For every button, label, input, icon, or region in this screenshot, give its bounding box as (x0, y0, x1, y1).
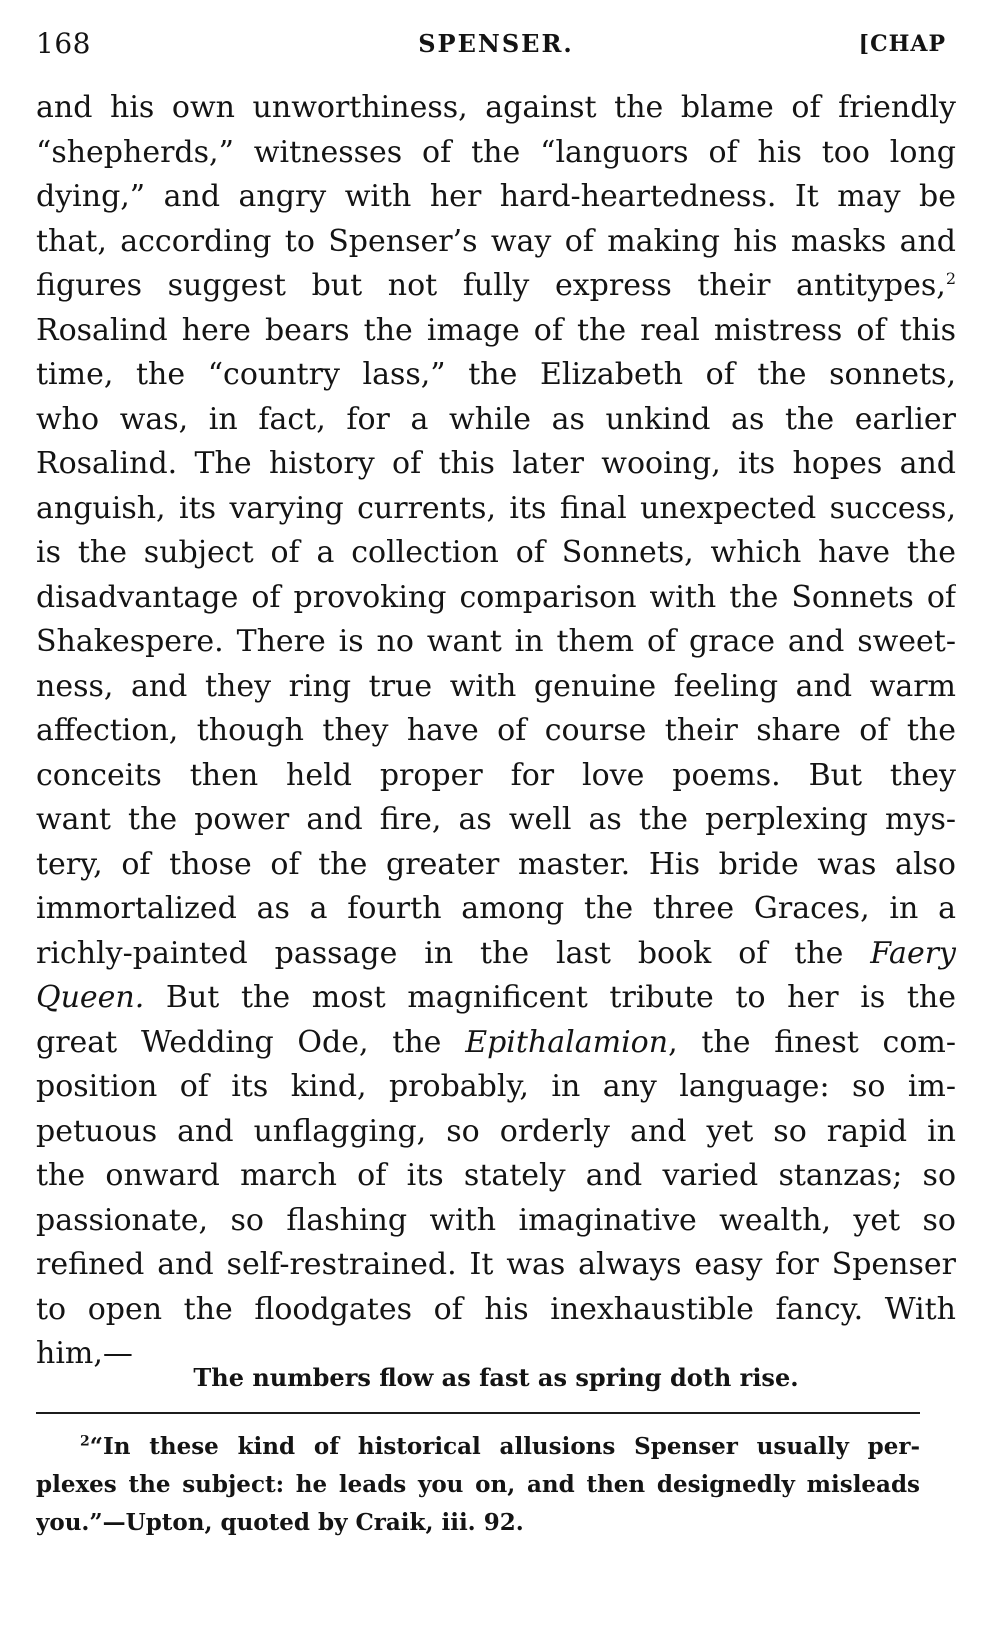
text-line (36, 175, 956, 220)
text-line (36, 531, 956, 576)
text-segment: figures suggest but not fully express their antitypes, (36, 268, 946, 303)
text-line (36, 1021, 956, 1066)
text-segment: immortalized as a fourth among the three Graces, in a (36, 891, 956, 926)
italic-title-faery: Faery (870, 935, 956, 971)
text-line (36, 1199, 956, 1244)
footnote-line (36, 1428, 920, 1466)
text-line (36, 976, 956, 1021)
text-segment: , the finest com- (668, 1024, 956, 1060)
text-segment: anguish, its varying currents, its final unexpected success, (36, 490, 956, 526)
text-line (36, 398, 956, 443)
text-segment: disadvantage of provoking comparison with the Sonnets of (36, 579, 956, 615)
text-line (36, 576, 956, 621)
text-line (36, 1110, 956, 1155)
text-line (36, 665, 956, 710)
verse-quotation: The numbers flow as fast as spring doth rise. (193, 1363, 799, 1392)
footnote-line (36, 1466, 920, 1504)
text-segment: But the most magnificent tribute to her is the (144, 980, 956, 1015)
text-line (36, 932, 956, 977)
footnote-divider (36, 1412, 920, 1414)
page-number: 168 (36, 27, 91, 60)
text-segment: petuous and unflagging, so orderly and yet so rapid in (36, 1113, 956, 1149)
text-segment: passionate, so flashing with imaginative wealth, yet so (36, 1202, 956, 1238)
text-segment: affection, though they have of course their share of the (36, 713, 956, 748)
text-line (36, 620, 956, 665)
text-segment: richly-painted passage in the last book of the (36, 935, 871, 971)
footnote-line (36, 1504, 920, 1542)
text-segment: want the power and fire, as well as the perplexing mys- (36, 802, 956, 837)
italic-title-queen: Queen. (36, 980, 145, 1015)
text-segment: dying,” and angry with her hard-heartedness. It may be (36, 179, 956, 214)
text-line (36, 843, 956, 888)
text-line (36, 309, 956, 354)
text-segment: and his own unworthiness, against the blame of friendly (36, 90, 956, 125)
italic-title-epithalamion: Epithalamion (465, 1024, 669, 1060)
text-segment: ness, and they ring true with genuine feeling and warm (36, 668, 956, 704)
text-segment: Rosalind. The history of this later wooing, its hopes and (36, 446, 956, 481)
text-segment: the onward march of its stately and varied stanzas; so (36, 1158, 956, 1193)
footnote-text: plexes the subject: he leads you on, and then designedly misleads (36, 1471, 920, 1498)
footnote-text: you.”—Upton, quoted by Craik, iii. 92. (36, 1509, 524, 1536)
footnote (36, 1428, 920, 1542)
text-segment: great Wedding Ode, the (36, 1024, 466, 1060)
body-text (36, 86, 956, 1377)
text-segment: refined and self-restrained. It was always easy for Spenser (36, 1247, 956, 1282)
text-line (36, 86, 956, 131)
text-segment: Rosalind here bears the image of the real mistress of this (36, 312, 956, 348)
running-title: SPENSER. (418, 29, 574, 58)
chapter-marker: [CHAP (858, 31, 946, 57)
text-line (36, 442, 956, 487)
text-line (36, 264, 956, 309)
text-line (36, 754, 956, 799)
text-line (36, 1288, 956, 1333)
footnote-text: “In these kind of historical allusions Spenser usually per- (89, 1433, 920, 1460)
text-line (36, 220, 956, 265)
text-line (36, 353, 956, 398)
text-segment: position of its kind, probably, in any language: so im- (36, 1069, 956, 1104)
text-line (36, 131, 956, 176)
running-header (36, 24, 956, 64)
text-segment: is the subject of a collection of Sonnets, which have the (36, 535, 956, 570)
footnote-reference: 2 (945, 269, 956, 288)
text-line (36, 487, 956, 532)
text-segment: conceits then held proper for love poems. But they (36, 757, 956, 793)
text-segment: tery, of those of the greater master. His bride was also (36, 846, 956, 882)
text-segment: to open the floodgates of his inexhaustible fancy. With (36, 1291, 956, 1327)
text-segment: “shepherds,” witnesses of the “languors of his too long (36, 134, 956, 170)
text-line (36, 709, 956, 754)
text-segment: him,— (36, 1336, 133, 1371)
text-line (36, 1154, 956, 1199)
text-line (36, 887, 956, 932)
text-line (36, 1065, 956, 1110)
text-segment: time, the “country lass,” the Elizabeth of the sonnets, (36, 357, 956, 392)
text-line (36, 1243, 956, 1288)
footnote-marker: 2 (80, 1433, 90, 1450)
text-segment: Shakespere. There is no want in them of grace and sweet- (36, 624, 956, 659)
text-segment: who was, in fact, for a while as unkind as the earlier (36, 401, 956, 437)
text-line (36, 798, 956, 843)
text-segment: that, according to Spenser’s way of making his masks and (36, 223, 956, 259)
